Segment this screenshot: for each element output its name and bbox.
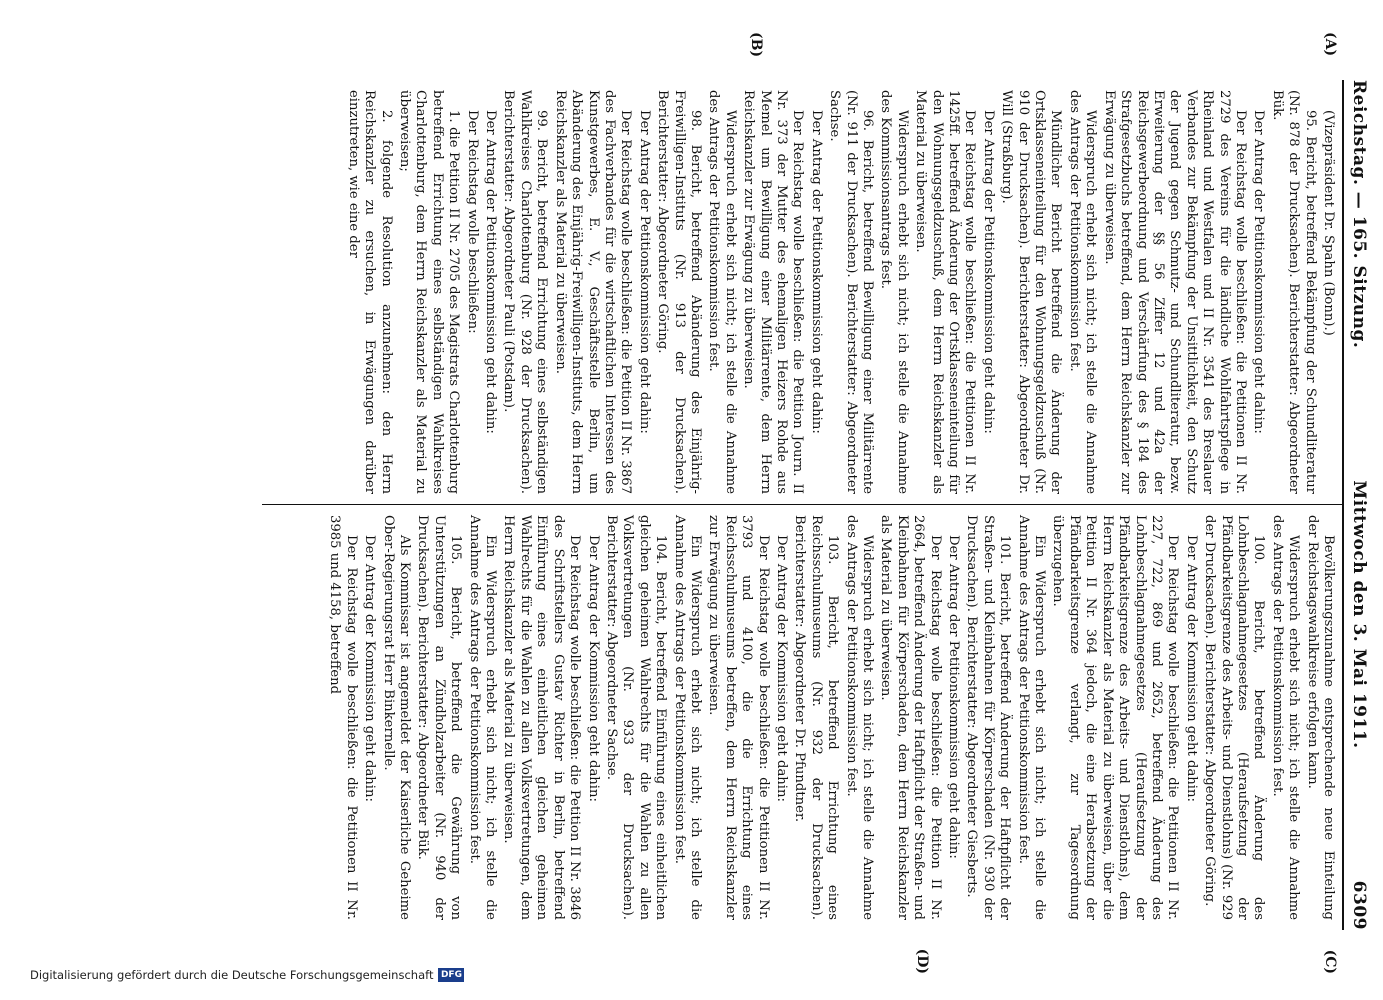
paragraph: Der Reichstag wolle beschließen: [464,110,480,334]
margin-mark-b: (B) [748,32,764,58]
paragraph: Der Antrag der Petitionskommission geht dahin: [483,110,499,434]
paragraph: Ein Widerspruch erhebt sich nicht; ich stelle die Annahme des Antrags der Petitionskommission fest. [1015,515,1048,920]
paragraph: Der Reichstag wolle beschließen: die Petitionen II Nr. 227, 722, 869 und 2652, betreffend Änderung des Lohnbeschlagnahmegesetzes (Heraufsetzung der Pfändbarkeitsgrenze des Arbeits- und Dienstlohns), dem Herrn Reichskanzler als Material zu überweisen, über die Petition II Nr. 364 jedoch, die eine Herabsetzung der Pfändbarkeitsgrenze verlangt, zur Tagesordnung überzugehen. [1050,515,1181,920]
margin-mark-a: (A) [1322,32,1338,57]
text-columns [262,32,1342,974]
paragraph: 103. Bericht, betreffend Errichtung eines Reichsschulmuseums (Nr. 932 der Drucksachen). Berichterstatter: Abgeordneter Dr. Pfundtner. [792,515,841,920]
paragraph: Widerspruch erhebt sich nicht; ich stelle die Annahme des Antrags der Petitionskommission fest. [706,90,738,494]
page-number: 6309 [1349,880,1369,930]
paragraph: 98. Bericht, betreffend Abänderung des Einjährig-Freiwilligen-Instituts (Nr. 913 der Drucksachen). Berichterstatter: Abgeordneter Göring. [655,90,703,494]
header-date: Mittwoch den 3. Mai 1911. [1349,480,1369,749]
paragraph: Der Antrag der Petitionskommission geht dahin: [1251,110,1267,434]
paragraph: 105. Bericht, betreffend die Gewährung von Unterstützungen an Zündholzarbeiter (Nr. 940 der Drucksachen). Berichterstatter: Abgeordneter Bük. [415,515,464,920]
dfg-logo: DFG [438,968,464,982]
margin-mark-d: (D) [914,948,930,974]
paragraph: Bevölkerungszunahme entsprechende neue Einteilung der Reichstagswahlkreise erfolgen kann. [1304,515,1336,920]
paragraph: Der Antrag der Kommission geht dahin: [774,535,789,802]
paragraph: Der Reichstag wolle beschließen: die Petition II Nr. 3846 des Schriftstellers Gustav Richter in Berlin, betreffend Einführung eines einheitlichen gleichen geheimen Wahlrechts für die Wahlen zu allen Volksvertretungen, dem Herrn Reichskanzler als Material zu überweisen. [501,515,583,920]
paragraph: Der Antrag der Petitionskommission geht dahin: [946,535,962,859]
header-left: Reichstag. — 165. Sitzung. [1349,80,1369,349]
paragraph: Der Antrag der Kommission geht dahin: [1183,535,1199,802]
paragraph: 100. Bericht, betreffend Änderung des Lohnbeschlagnahmegesetzes (Heraufsetzung der Pfändbarkeitsgrenze des Arbeits- und Dienstlohns) (Nr. 929 der Drucksachen). Berichterstatter: Abgeordneter Göring. [1202,515,1267,920]
page-header [1342,80,1369,930]
paragraph: Widerspruch erhebt sich nicht; ich stelle die Annahme des Antrags der Petitionskommission fest. [843,515,876,920]
paragraph: 1. die Petition II Nr. 2705 des Magistrats Charlottenburg betreffend Errichtung eines selbständigen Wahlkreises Charlottenburg, dem Herrn Reichskanzler als Material zu überweisen; [397,90,462,494]
paragraph: 2. folgende Resolution anzunehmen: den Herrn Reichskanzler zu ersuchen, in Erwägungen darüber einzutreten, wie eine der [345,90,394,494]
paragraph: Der Reichstag wolle beschließen: die Petitionen II Nr. 3793 und 4100, die die Errichtung eines Reichsschulmuseums betreffen, dem Herrn Reichskanzler zur Erwägung zu überweisen. [706,515,771,920]
paragraph: Der Antrag der Petitionskommission geht dahin: [636,110,652,434]
paragraph: 99. Bericht, betreffend Errichtung eines selbständigen Wahlkreises Charlottenburg (Nr. 928 der Drucksachen). Berichterstatter: Abgeordneter Pauli (Potsdam). [501,90,550,494]
paragraph: Der Antrag der Petitionskommission geht dahin: [808,110,824,434]
paragraph: Ein Widerspruch erhebt sich nicht; ich stelle die Annahme des Antrags der Petitionskommission fest. [671,515,703,920]
paragraph: Der Reichstag wolle beschließen: die Petition II Nr. 3867 des Fachverbandes für die wirtschaftlichen Interessen des Kunstgewerbes, E. V., Geschäftsstelle Berlin, um Abänderung des Einjährig-Freiwilligen-Instituts, dem Herrn Reichskanzler als Material zu überweisen. [552,90,634,494]
paragraph: Der Reichstag wolle beschließen: die Petitionen II Nr. 3985 und 4158, betreffend [327,515,359,920]
paragraph: 104. Bericht, betreffend Einführung eines einheitlichen gleichen geheimen Wahlrechts für die Wahlen zu allen Volksvertretungen (Nr. 933 der Drucksachen). Berichterstatter: Abgeordneter Sachse. [603,515,669,920]
left-column [262,32,1342,505]
paragraph: 96. Bericht, betreffend Bewilligung einer Militärrente (Nr. 911 der Drucksachen). Berichterstatter: Abgeordneter Sachse. [827,90,876,494]
paragraph: Der Antrag der Kommission geht dahin: [585,535,601,802]
paragraph: Der Reichstag wolle beschließen: die Petition Journ. II Nr. 373 der Mutter des ehemaligen Heizers Rohde aus Memel um Bewilligung einer Militärrente, dem Herrn Reichskanzler zur Erwägung zu überweisen. [741,90,806,494]
paragraph: 95. Bericht, betreffend Bekämpfung der Schundliteratur (Nr. 878 der Drucksachen). Berichterstatter: Abgeordneter Bük. [1269,90,1318,494]
paragraph: Der Reichstag wolle beschließen: die Petitionen II Nr. 2729 des Vereins für die ländliche Wohlfahrtspflege in Rheinland und Westfalen und II Nr. 3541 des Breslauer Verbandes zur Bekämpfung der Unsittlichkeit, den Schutz der Jugend gegen Schmutz- und Schundliteratur, bezw. Erweiterung der §§ 56 Ziffer 12 und 42a der Reichsgewerbeordnung und Verschärfung des § 184 des Strafgesetzbuchs betreffend, dem Herrn Reichskanzler zur Erwägung zu überweisen. [1101,90,1248,494]
right-column [262,505,1342,974]
paragraph: Der Antrag der Kommission geht dahin: [362,535,378,802]
paragraph: Widerspruch erhebt sich nicht; ich stelle die Annahme des Antrags der Petitionskommission fest. [1269,515,1302,920]
paragraph: Ein Widerspruch erhebt sich nicht; ich stelle die Annahme des Antrags der Petitionskommission fest. [466,515,499,920]
paragraph: Der Antrag der Petitionskommission geht dahin: [980,110,996,434]
paragraph: Der Reichstag wolle beschließen: die Petitionen II Nr. 1425ff. betreffend Änderung der Ortsklasseneinteilung für den Wohnungsgeldzuschuß, dem Herrn Reichskanzler als Material zu überweisen. [913,90,978,494]
paragraph: (Vizepräsident Dr. Spahn (Bonn).) [1321,110,1336,336]
paragraph: Widerspruch erhebt sich nicht; ich stelle die Annahme des Kommissionsantrags fest. [878,90,910,494]
paragraph: Mündlicher Bericht betreffend die Änderung der Ortsklasseneinteilung für den Wohnungsgeldzuschuß (Nr. 910 der Drucksachen). Berichterstatter: Abgeordneter Dr. Will (Straßburg). [999,90,1064,494]
paragraph: Als Kommissar ist angemeldet der Kaiserliche Geheime Ober-Regierungsrat Herr Binkernelle. [380,515,413,920]
margin-mark-c: (C) [1322,949,1338,974]
paragraph: 101. Bericht, betreffend Änderung der Haftpflicht der Straßen- und Kleinbahnen für Körperschaden (Nr. 930 der Drucksachen). Berichterstatter: Abgeordneter Giesberts. [964,515,1013,920]
digitization-credit [30,968,464,982]
paragraph: Der Reichstag wolle beschließen: die Petition II Nr. 2664, betreffend Änderung der Haftpflicht der Straßen- und Kleinbahnen für Körperschaden, dem Herrn Reichskanzler als Material zu überweisen. [878,515,943,920]
paragraph: Widerspruch erhebt sich nicht; ich stelle die Annahme des Antrags der Petitionskommission fest. [1066,90,1099,494]
credit-text: Digitalisierung gefördert durch die Deutsche Forschungsgemeinschaft [30,968,434,982]
